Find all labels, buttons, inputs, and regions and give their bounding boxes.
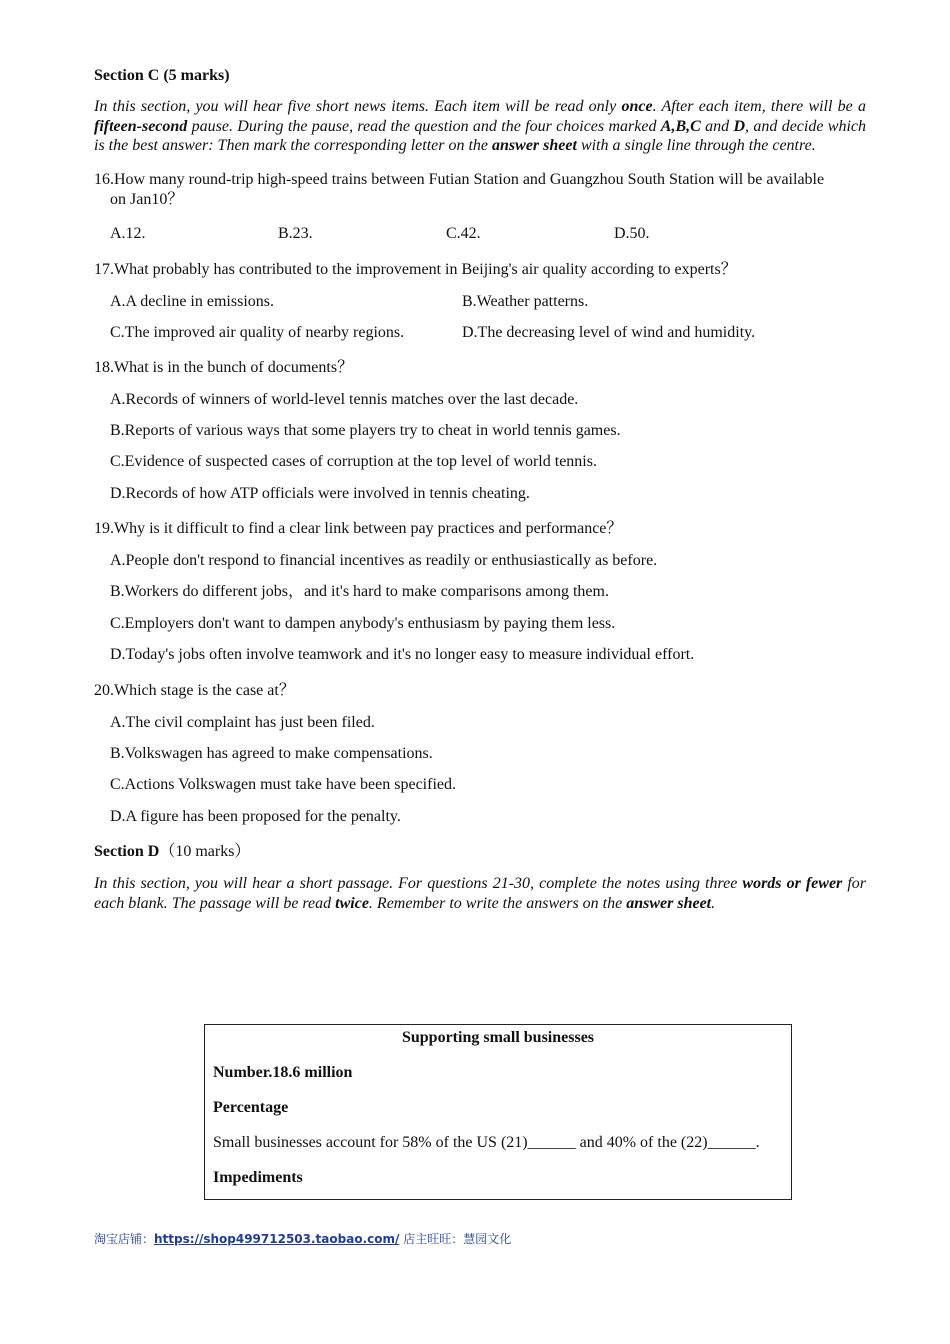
shop-link[interactable]: https://shop499712503.taobao.com/ (154, 1232, 400, 1246)
section-d-instructions: In this section, you will hear a short passage. For questions 21-30, complete the notes using three words or fewer for each blank. The passage will be read twice. Remember to write the answers on the answer sheet. (94, 875, 867, 912)
question-17-options-row-2 (94, 323, 866, 343)
option-d: D.50. (614, 224, 650, 242)
footer-prefix: 淘宝店铺： (94, 1232, 155, 1246)
notes-title: Supporting small businesses (401, 1029, 595, 1046)
notes-box (204, 1024, 792, 1200)
option-c: C.The improved air quality of nearby regions. (110, 323, 405, 341)
question-18 (94, 358, 866, 378)
question-stem-continued: on Jan10？ (110, 190, 184, 208)
option-a: A.People don't respond to financial incentives as readily or enthusiastically as before. (110, 552, 658, 570)
option-b: B.Reports of various ways that some players try to cheat in world tennis games. (110, 421, 621, 439)
question-19 (94, 519, 866, 539)
notes-percentage-heading: Percentage (213, 1099, 289, 1116)
option-a: A.Records of winners of world-level tennis matches over the last decade. (110, 390, 579, 408)
question-16 (94, 170, 866, 210)
option-c: C.42. (446, 224, 481, 242)
option-b: B.Weather patterns. (462, 292, 589, 310)
option-b: B.Volkswagen has agreed to make compensations. (110, 745, 433, 763)
option-b: B.Workers do different jobs，and it's hard to make comparisons among them. (110, 583, 609, 601)
option-c: C.Actions Volkswagen must take have been specified. (110, 776, 456, 794)
question-20 (94, 681, 866, 701)
section-c-heading: Section C (5 marks) (94, 67, 230, 84)
notes-percentage-line: Small businesses account for 58% of the US (21)______ and 40% of the (22)______. (213, 1134, 760, 1151)
question-stem: 18.What is in the bunch of documents？ (94, 358, 354, 376)
question-stem: 20.Which stage is the case at？ (94, 681, 295, 699)
footer (94, 1230, 511, 1247)
option-a: A.A decline in emissions. (110, 292, 274, 310)
option-d: D.The decreasing level of wind and humidity. (462, 323, 756, 341)
notes-number: Number.18.6 million (213, 1064, 353, 1081)
option-b: B.23. (278, 224, 313, 242)
question-17-options-row-1 (94, 292, 866, 312)
option-d: D.A figure has been proposed for the penalty. (110, 807, 401, 825)
question-17 (94, 260, 866, 280)
question-stem: 16.How many round-trip high-speed trains between Futian Station and Guangzhou South Station will be available (94, 170, 825, 188)
option-a: A.12. (110, 224, 146, 242)
footer-suffix: 店主旺旺：慧园文化 (399, 1232, 512, 1246)
section-c-instructions: In this section, you will hear five short news items. Each item will be read only once. After each item, there will be a fifteen-second pause. During the pause, read the question and the four choices marked A,B,C and D, and decide which is the best answer: Then mark the corresponding letter on the answer sheet with a single line through the centre. (94, 98, 867, 154)
exam-page (94, 66, 866, 927)
question-stem: 17.What probably has contributed to the improvement in Beijing's air quality according to experts？ (94, 260, 737, 278)
option-a: A.The civil complaint has just been filed. (110, 713, 375, 731)
option-c: C.Employers don't want to dampen anybody's enthusiasm by paying them less. (110, 614, 616, 632)
question-stem: 19.Why is it difficult to find a clear link between pay practices and performance？ (94, 520, 623, 538)
option-c: C.Evidence of suspected cases of corruption at the top level of world tennis. (110, 453, 597, 471)
notes-impediments-heading: Impediments (213, 1169, 303, 1186)
option-d: D.Records of how ATP officials were involved in tennis cheating. (110, 484, 530, 502)
section-d-heading: Section D（10 marks） (94, 843, 251, 861)
option-d: D.Today's jobs often involve teamwork and it's no longer easy to measure individual effort. (110, 646, 695, 664)
question-16-options (94, 224, 866, 244)
